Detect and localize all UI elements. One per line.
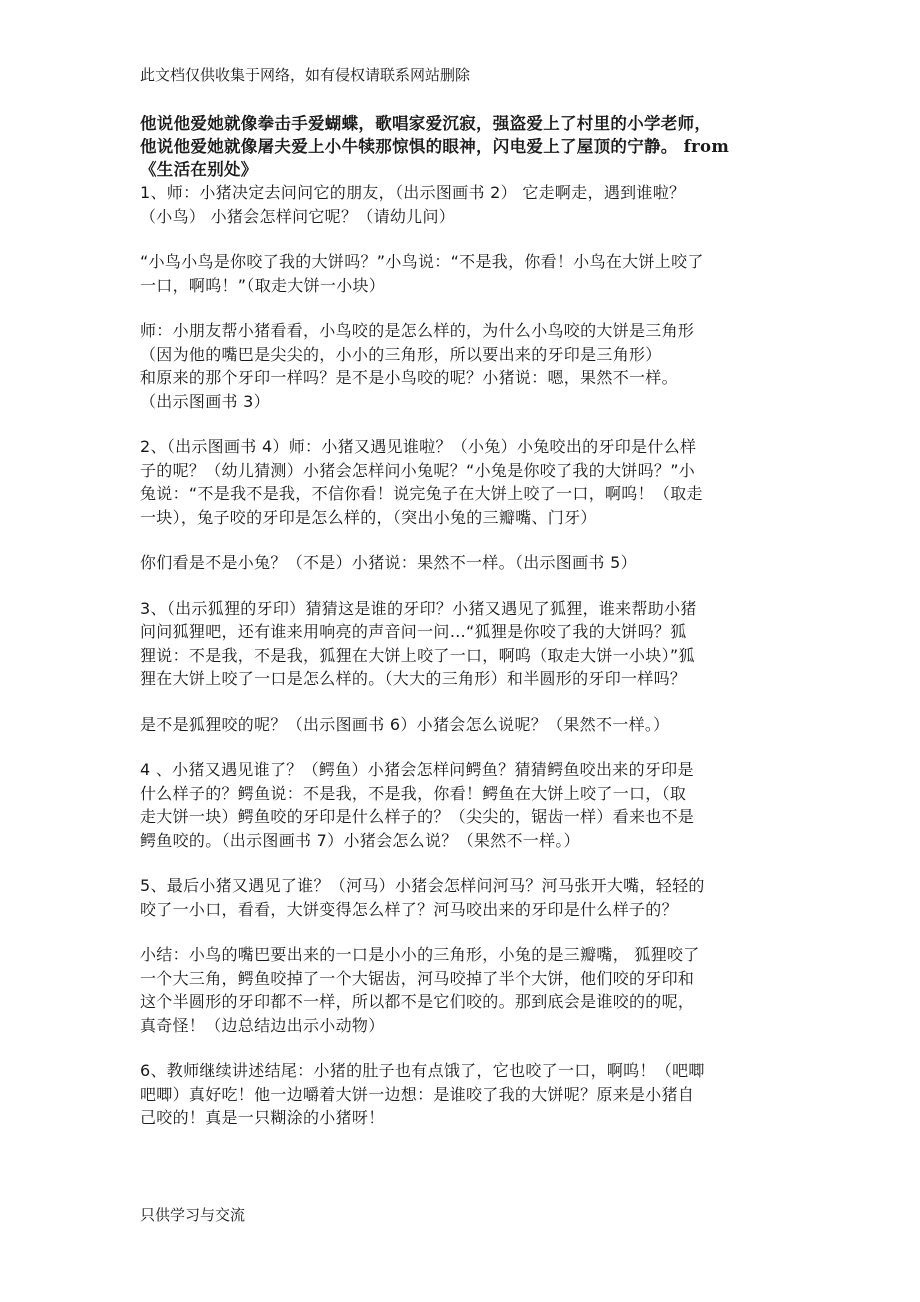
paragraph-line: 这个半圆形的牙印都不一样，所以都不是它们咬的。那到底会是谁咬的的呢， bbox=[140, 992, 695, 1011]
intro-line: 他说他爱她就像屠夫爱上小牛犊那惊惧的眼神，闪电爱上了屋顶的宁静。 from bbox=[140, 137, 730, 156]
paragraph-line: 5、最后小猪又遇见了谁？（河马）小猪会怎样问河马？河马张开大嘴，轻轻的 bbox=[140, 876, 705, 895]
paragraph-line: 小结：小鸟的嘴巴要出来的一口是小小的三角形，小兔的是三瓣嘴， 狐狸咬了 bbox=[140, 945, 700, 964]
paragraph-1 bbox=[140, 181, 780, 228]
paragraph-line: 一个大三角，鳄鱼咬掉了一个大锯齿，河马咬掉了半个大饼，他们咬的牙印和 bbox=[140, 968, 695, 988]
document-body bbox=[140, 112, 780, 1130]
paragraph-line: 你们看是不是小兔？（不是）小猪说：果然不一样。（出示图画书 5） bbox=[140, 553, 637, 572]
paragraph-line: 己咬的！真是一只糊涂的小猪呀！ bbox=[140, 1108, 385, 1127]
paragraph-line: （因为他的嘴巴是尖尖的，小小的三角形，所以要出来的牙印是三角形） bbox=[140, 344, 662, 364]
paragraph-line: 咬了一小口，看看，大饼变得怎么样了？河马咬出来的牙印是什么样子的？ bbox=[140, 899, 678, 919]
paragraph-line: 狸在大饼上咬了一口是怎么样的。（大大的三角形）和半圆形的牙印一样吗？ bbox=[140, 669, 687, 688]
intro-line: 他说他爱她就像拳击手爱蝴蝶，歌唱家爱沉寂，强盗爱上了村里的小学老师， bbox=[140, 114, 712, 133]
paragraph-line: 吧唧）真好吃！他一边嚼着大饼一边想：是谁咬了我的大饼呢？原来是小猪自 bbox=[140, 1084, 695, 1104]
paragraph-line: 2、（出示图画书 4）师：小猪又遇见谁啦？（小兔）小兔咬出的牙印是什么样 bbox=[140, 437, 697, 456]
paragraph-4 bbox=[140, 435, 780, 529]
paragraph-line: 一块），兔子咬的牙印是怎么样的，（突出小兔的三瓣嘴、门牙） bbox=[140, 507, 597, 527]
paragraph-line: 师：小朋友帮小猪看看，小鸟咬的是怎么样的，为什么小鸟咬的大饼是三角形 bbox=[140, 321, 695, 340]
paragraph-line: 鳄鱼咬的。（出示图画书 7）小猪会怎么说？（果然不一样。） bbox=[140, 830, 580, 850]
paragraph-line: 4 、小猪又遇见谁了？（鳄鱼）小猪会怎样问鳄鱼？猜猜鳄鱼咬出来的牙印是 bbox=[140, 760, 694, 779]
paragraph-11 bbox=[140, 1059, 780, 1130]
paragraph-5 bbox=[140, 551, 780, 575]
paragraph-line: 兔说：“不是我不是我，不信你看！说完兔子在大饼上咬了一口，啊呜！（取走 bbox=[140, 484, 703, 503]
paragraph-line: “小鸟小鸟是你咬了我的大饼吗？”小鸟说：“不是我，你看！小鸟在大饼上咬了 bbox=[140, 252, 704, 271]
paragraph-line: 子的呢？（幼儿猜测）小猪会怎样问小兔呢？“小兔是你咬了我的大饼吗？”小 bbox=[140, 460, 696, 480]
paragraph-6 bbox=[140, 597, 780, 691]
paragraph-line: 问问狐狸吧，还有谁来用响亮的声音问一问…“狐狸是你咬了我的大饼吗？狐 bbox=[140, 622, 687, 641]
paragraph-line: （出示图画书 3） bbox=[140, 391, 270, 411]
paragraph-9 bbox=[140, 874, 780, 921]
paragraph-line: 真奇怪！（边总结边出示小动物） bbox=[140, 1015, 385, 1035]
paragraph-7 bbox=[140, 713, 780, 737]
paragraph-line: （小鸟） 小猪会怎样问它呢？（请幼儿问） bbox=[140, 206, 456, 226]
paragraph-line: 和原来的那个牙印一样吗？是不是小鸟咬的呢？小猪说：嗯，果然不一样。 bbox=[140, 368, 678, 387]
paragraph-10 bbox=[140, 943, 780, 1037]
paragraph-line: 一口，啊呜！”（取走大饼一小块） bbox=[140, 275, 386, 295]
paragraph-line: 是不是狐狸咬的呢？（出示图画书 6）小猪会怎么说呢？（果然不一样。） bbox=[140, 714, 670, 734]
intro-quote bbox=[140, 112, 780, 181]
page-footer-note: 只供学习与交流 bbox=[140, 1206, 246, 1224]
page-header-notice: 此文档仅供收集于网络，如有侵权请联系网站删除 bbox=[140, 66, 471, 84]
paragraph-line: 1、师：小猪决定去问问它的朋友，（出示图画书 2） 它走啊走，遇到谁啦？ bbox=[140, 183, 686, 202]
paragraph-3 bbox=[140, 319, 780, 413]
paragraph-2 bbox=[140, 250, 780, 297]
paragraph-line: 6、教师继续讲述结尾：小猪的肚子也有点饿了，它也咬了一口，啊呜！（吧唧 bbox=[140, 1061, 705, 1080]
paragraph-line: 走大饼一块）鳄鱼咬的牙印是什么样子的？（尖尖的，锯齿一样）看来也不是 bbox=[140, 807, 695, 826]
paragraph-line: 狸说：不是我，不是我，狐狸在大饼上咬了一口，啊呜（取走大饼一小块）”狐 bbox=[140, 645, 695, 665]
paragraph-8 bbox=[140, 758, 780, 852]
paragraph-line: 什么样子的？鳄鱼说：不是我，不是我，你看！鳄鱼在大饼上咬了一口，（取 bbox=[140, 783, 687, 803]
paragraph-line: 3、（出示狐狸的牙印）猜猜这是谁的牙印？小猪又遇见了狐狸，谁来帮助小猪 bbox=[140, 598, 697, 618]
intro-line: 《生活在别处》 bbox=[140, 160, 258, 179]
